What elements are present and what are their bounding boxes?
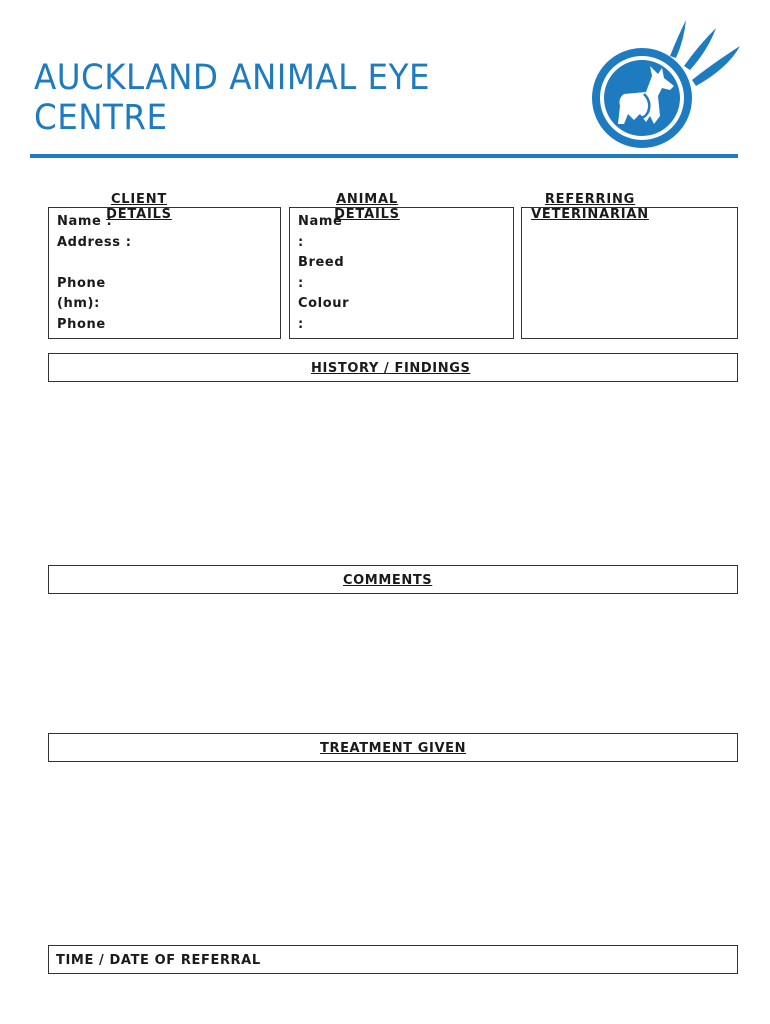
client-name-label: Name : — [57, 214, 113, 229]
referring-vet-heading: REFERRING VETERINARIAN — [531, 192, 649, 222]
animal-details-heading: ANIMAL DETAILS — [334, 192, 400, 222]
client-details-heading: CLIENT DETAILS — [106, 192, 172, 222]
treatment-given-bar[interactable] — [48, 733, 738, 762]
comments-label: COMMENTS — [343, 573, 433, 588]
comments-bar[interactable] — [48, 565, 738, 594]
animal-name-colon: : — [298, 234, 304, 250]
time-date-referral-label: TIME / DATE OF REFERRAL — [56, 953, 261, 968]
client-blank-line — [57, 253, 132, 274]
client-phone-hm-label: (hm): — [57, 296, 100, 312]
history-findings-label: HISTORY / FINDINGS — [311, 361, 471, 376]
dog-silhouette-eye-logo-icon — [588, 16, 744, 148]
animal-breed-label: Breed — [298, 255, 345, 271]
history-findings-bar[interactable] — [48, 353, 738, 382]
client-details-box[interactable] — [48, 207, 281, 339]
animal-fields — [298, 212, 349, 336]
client-address-label: Address : — [57, 234, 132, 250]
client-phone2-label: Phone — [57, 316, 106, 332]
animal-details-box[interactable] — [289, 207, 514, 339]
animal-colour-colon: : — [298, 316, 304, 332]
client-phone-label: Phone — [57, 275, 106, 291]
animal-colour-label: Colour — [298, 296, 350, 312]
animal-name-label: Name — [298, 214, 343, 229]
time-date-referral-bar[interactable] — [48, 945, 738, 974]
page-title: AUCKLAND ANIMAL EYE CENTRE — [34, 58, 430, 138]
client-fields — [57, 212, 132, 336]
animal-breed-colon: : — [298, 275, 304, 291]
referring-vet-box[interactable] — [521, 207, 738, 339]
header-divider — [30, 154, 738, 158]
treatment-given-label: TREATMENT GIVEN — [320, 741, 467, 756]
